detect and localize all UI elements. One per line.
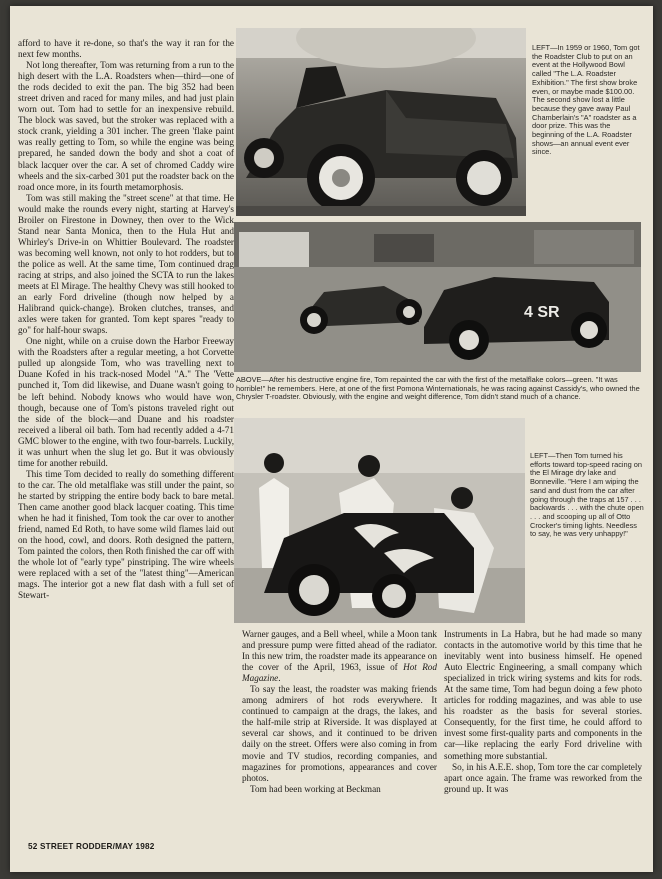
magazine-page (10, 6, 653, 872)
right-paragraph-1: Instruments in La Habra, but he had made so many contacts in the automotive world by this time that he inevitably went into business himself. He opened Auto Electric Engineering, a small company which specialized in trick wiring systems and kits for rods. At the same time, Tom had begun doing a few photo articles for rodding magazines, and was able to use his roadster as the basis for several stories. Consequently, for the first time, he could afford to invest some first-quality parts and components in the car—like replacing the early Ford driveline with something more substantial. (444, 629, 642, 761)
caption-top-right: LEFT—In 1959 or 1960, Tom got the Roadster Club to put on an event at the Hollywood Bowl called "The L.A. Roadster Exhibition." The first show broke even, or maybe made $100.00. The second show lost a little because they gave away Paul Chamberlain's "A" roadster as a door prize. This was the beginning of the L.A. Roadster shows—an annual event ever since. (532, 43, 640, 157)
left-paragraph-1: afford to have it re-done, so that's the way it ran for the next few months. (18, 38, 234, 60)
photo-roadster-exhibition (236, 28, 526, 216)
photo-pomona-drag-race-image (234, 222, 641, 372)
page-folio: 52 STREET RODDER/MAY 1982 (28, 842, 155, 851)
left-paragraph-2: Not long thereafter, Tom was returning from a run to the high desert with the L.A. Roadsters when—third—one of the rods decided to exit the pan. The big 352 had been street driven and raced for many miles, and had just plain worn out. Tom had to settle for an inexpensive rebuild. The block was saved, but the stroker was replaced with a stock crank, yielding a 301 incher. The green 'flake paint was really getting to Tom, so while the engine was being prepared, he sanded down the body and shot a coat of black lacquer over the car. A set of chromed Caddy wire wheels and the six-carbed 301 put the roadster back on the road once more, in its fourth metamorphosis. (18, 60, 234, 192)
photo-el-mirage (234, 418, 525, 623)
left-paragraph-4: One night, while on a cruise down the Harbor Freeway with the Roadsters after a regular meeting, a hot Corvette pulled up alongside Tom, who was travelling next to Duane Kofed in his track-nosed Model "A." The 'Vette punched it, Tom did likewise, and Duane wasn't going to be left behind. Nobody knows who would have won, though, because one of Tom's pistons traveled right out the side of the block—and Duane and his roadster received a liberal oil bath. Tom had recently added a 4-71 GMC blower to the engine, with two four-barrels. Luckily, it was unhurt when the slug let go. But it was obviously time for another rebuild. (18, 336, 234, 468)
middle-paragraph-2: To say the least, the roadster was making friends among admirers of hot rods everywhere. It continued to campaign at the drags, the lakes, and the half-mile strip at Riverside. It was displayed at several car shows, and it continued to be driven daily on the street. Offers were also coming in from movie and TV studios, recording companies, and magazines for promotions, appearances and cover photos. (242, 684, 437, 783)
magazine-title: Hot Rod Magazine (242, 662, 437, 684)
right-paragraph-2: So, in his A.E.E. shop, Tom tore the car completely apart once again. The frame was reworked from the ground up. It was (444, 761, 642, 794)
left-paragraph-5: This time Tom decided to really do something different to the car. The old metalflake was still under the paint, so he started by stripping the entire body back to bare metal. Then came another good black lacquer coating. This time when he had it finished, Tom took the car over to another friend, named Ed Roth, to have some wild flames laid out on the hood, cowl, and doors. Roth designed the pattern, Tom painted the colors, then Roth finished the car off with the whole lot of "early type" pinstriping. The wire wheels were replaced with a set of the "latest thing"—American mags. The interior got a new flat dash with a full set of Stewart- (18, 468, 234, 601)
left-paragraph-3: Tom was still making the "street scene" at that time. He would make the rounds every night, starting at Harvey's Broiler on Firestone in Downey, then over to the Wick Stand near Santa Monica, then to the Hula Hut and Whirley's Drive-in on Whittier Boulevard. The roadster was becoming well known, not only to hot rodders, but to the police as well. At the same time, Tom continued drag racing at strips, and also joined the SCTA to run the lakes meets at El Mirage. The healthy Chevy was still hooked to an early Ford driveline (though now helped by a Halibrand quick-change). Broken clutches, transes, and axles were taken for granted. Tom kept spares "ready to go" for half-hour swaps. (18, 192, 234, 336)
right-text-column (444, 629, 642, 795)
photo-pomona-drag-race (234, 222, 641, 372)
middle-paragraph-1: Warner gauges, and a Bell wheel, while a Moon tank and pressure pump were fitted ahead of the radiator. In this new trim, the roadster made its appearance on the cover of the April, 1963, issue of Hot Rod Magazine. (242, 629, 437, 684)
middle-text-column (242, 629, 437, 795)
photo-el-mirage-image (234, 418, 525, 623)
middle-paragraph-3: Tom had been working at Beckman (250, 783, 381, 794)
photo-roadster-exhibition-image (236, 28, 526, 216)
caption-middle: ABOVE—After his destructive engine fire, Tom repainted the car with the first of the metalflake colors—green. "It was horrible!" he remembers. Here, at one of the first Pomona Winternationals, he was racing against Cassidy's, who owned the Chrysler T-roadster. Obviously, with the engine and weight difference, Tom didn't stand much of a chance. (236, 375, 640, 402)
race-car-number: 4 SR (524, 304, 560, 321)
caption-bottom-right: LEFT—Then Tom turned his efforts toward top-speed racing on the El Mirage dry lake and Bonneville. "Here I am wiping the sand and dust from the car after going through the traps at 157 . . . backwards . . . with the chute open . . . and scooping up all of Otto Crocker's timing lights. Needless to say, he was very unhappy!" (530, 451, 644, 539)
left-text-column (18, 38, 234, 601)
